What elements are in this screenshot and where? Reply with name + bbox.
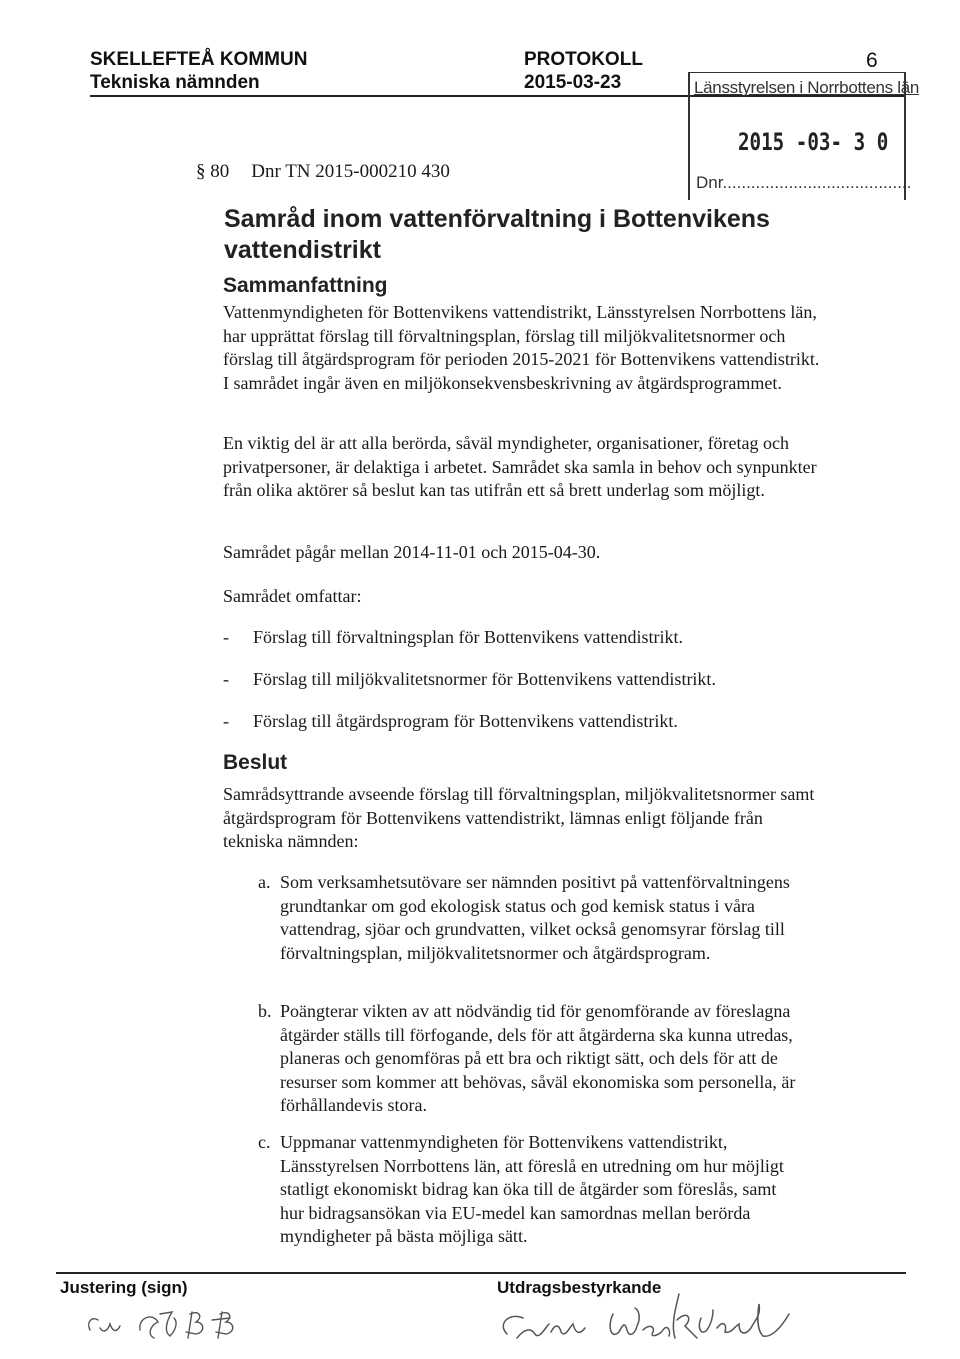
- scope-item: - Förslag till miljökvalitetsnormer för Bottenvikens vattendistrikt.: [223, 669, 716, 689]
- scope-item-text: Förslag till miljökvalitetsnormer för Bottenvikens vattendistrikt.: [253, 669, 716, 689]
- utdrag-label: Utdragsbestyrkande: [497, 1278, 662, 1297]
- org-name: SKELLEFTEÅ KOMMUN: [90, 49, 308, 70]
- decision-item-text: Poängterar vikten av att nödvändig tid för genomförande av föreslagna åtgärder ställs till förfogande, dels för att åtgärderna ska kunna utredas, planeras och genomföras på ett bra och riktigt sätt, och dels för att de resurser som kommer att behövas, såväl ekonomiska som personella, är förhållandevis stora.: [280, 1001, 796, 1115]
- list-marker: c.: [258, 1132, 271, 1152]
- stamp-dnr: Dnr........................................: [696, 173, 912, 192]
- decision-heading: Beslut: [223, 751, 288, 774]
- page-title: Samråd inom vattenförvaltning i Bottenvikens vattendistrikt: [224, 205, 770, 264]
- list-marker: b.: [258, 1001, 272, 1021]
- paragraph-line: [196, 161, 450, 183]
- scope-item-text: Förslag till förvaltningsplan för Bottenvikens vattendistrikt.: [253, 627, 683, 647]
- decision-intro: Samrådsyttrande avseende förslag till förvaltningsplan, miljökvalitetsnormer samt åtgärdsprogram för Bottenvikens vattendistrikt, lämnas enligt följande från tekniska nämnden:: [223, 784, 815, 851]
- scope-item-text: Förslag till åtgärdsprogram för Bottenvikens vattendistrikt.: [253, 711, 678, 731]
- department-name: Tekniska nämnden: [90, 72, 260, 93]
- decision-item-text: Uppmanar vattenmyndigheten för Bottenvikens vattendistrikt, Länsstyrelsen Norrbottens län, att föreslå en utredning om hur möjligt statligt ekonomiskt bidrag kan öka till de åtgärder som föreslås, samt hur bidragsansökan via EU-medel kan samordnas mellan berörda myndigheter på bästa möjliga sätt.: [280, 1132, 784, 1246]
- protocol-date: 2015-03-23: [524, 72, 622, 93]
- decision-item-text: Som verksamhetsutövare ser nämnden positivt på vattenförvaltningens grundtankar om god ekologisk status och god kemisk status i våra vattendrag, sjöar och grundvatten, vilket också genomsyrar förslag till förvaltningsplan, miljökvalitetsnormer och åtgärdsprogram.: [280, 872, 790, 963]
- scope-item: - Förslag till förvaltningsplan för Bottenvikens vattendistrikt.: [223, 627, 683, 647]
- stamp-authority: Länsstyrelsen i Norrbottens län: [694, 78, 920, 97]
- stamp-received-date: 2015 -03- 3 0: [738, 128, 889, 156]
- paragraph-dnr: Dnr TN 2015-000210 430: [251, 161, 450, 182]
- received-stamp: [688, 72, 920, 200]
- initials-signature: [80, 1300, 280, 1350]
- summary-scope: Samrådet omfattar:: [223, 586, 362, 606]
- list-marker: a.: [258, 872, 271, 892]
- document-type: PROTOKOLL: [524, 49, 643, 70]
- justering-label: Justering (sign): [60, 1278, 188, 1297]
- paragraph-number: § 80: [196, 161, 230, 182]
- summary-period: Samrådet pågår mellan 2014-11-01 och 2015-04-30.: [223, 542, 601, 562]
- scope-item: - Förslag till åtgärdsprogram för Bottenvikens vattendistrikt.: [223, 711, 678, 731]
- certifier-signature: [495, 1284, 805, 1354]
- summary-heading: Sammanfattning: [223, 274, 388, 297]
- page-number: 6: [866, 49, 878, 72]
- footer-rule: [56, 1272, 906, 1274]
- summary-paragraph-1: Vattenmyndigheten för Bottenvikens vattendistrikt, Länsstyrelsen Norrbottens län, har upprättat förslag till förvaltningsplan, förslag till miljökvalitetsnormer och förslag till åtgärdsprogram för perioden 2015-2021 för Bottenvikens vattendistrikt. I samrådet ingår även en miljökonsekvensbeskrivning av åtgärdsprogrammet.: [223, 302, 820, 393]
- summary-paragraph-2: En viktig del är att alla berörda, såväl myndigheter, organisationer, företag och privatpersoner, är delaktiga i arbetet. Samrådet ska samla in behov och synpunkter från olika aktörer så beslut kan tas utifrån ett så brett underlag som möjligt.: [223, 433, 817, 500]
